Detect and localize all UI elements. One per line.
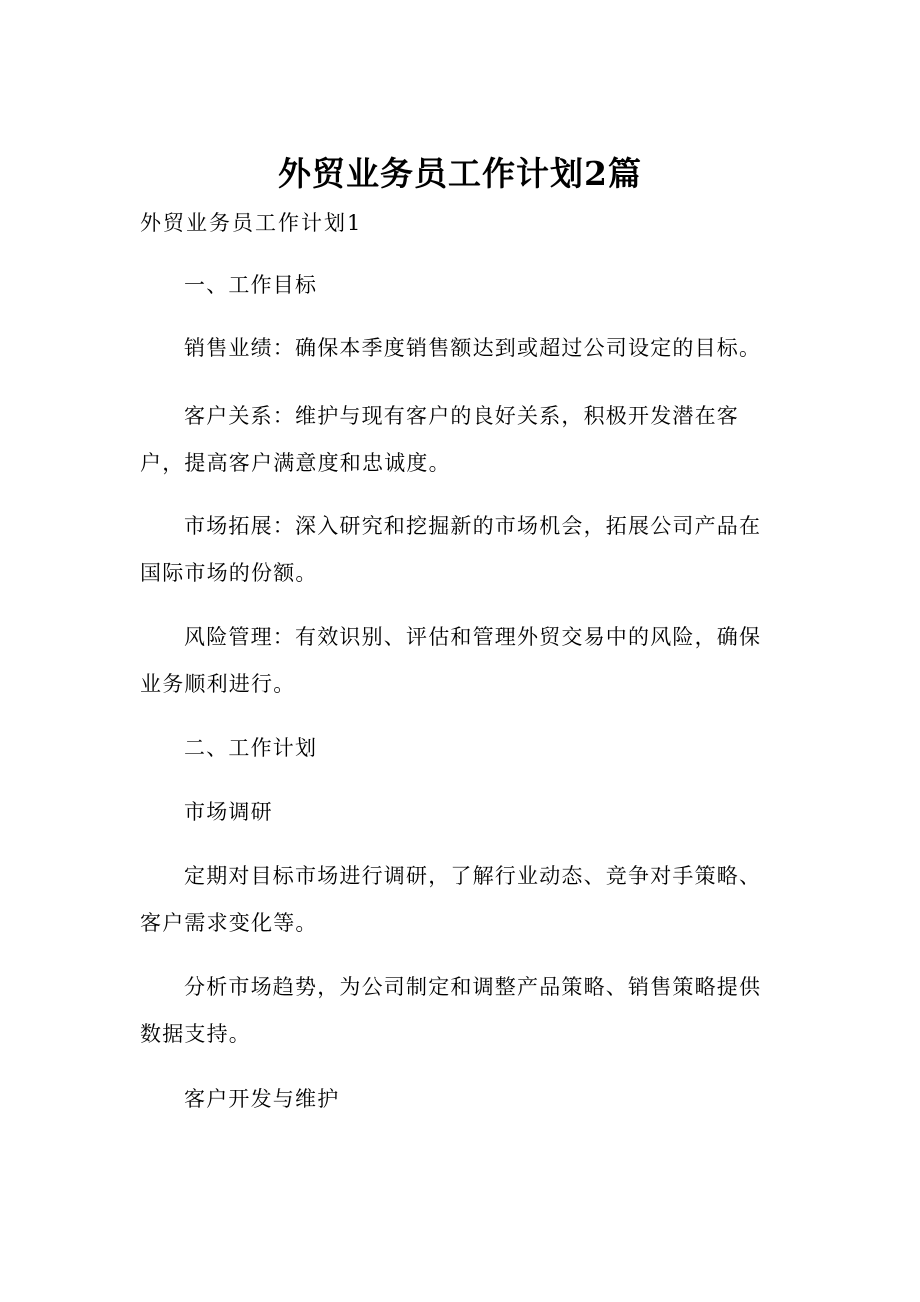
paragraph-market-expansion: 市场拓展：深入研究和挖掘新的市场机会，拓展公司产品在国际市场的份额。: [140, 514, 762, 585]
paragraph-sales-performance: 销售业绩：确保本季度销售额达到或超过公司设定的目标。: [184, 336, 762, 360]
paragraph-risk-management: 风险管理：有效识别、评估和管理外贸交易中的风险，确保业务顺利进行。: [140, 625, 762, 696]
document-subtitle: 外贸业务员工作计划1: [140, 211, 363, 235]
paragraph-customer-relations: 客户关系：维护与现有客户的良好关系，积极开发潜在客户，提高客户满意度和忠诚度。: [140, 404, 739, 475]
document-title: 外贸业务员工作计划2篇: [278, 154, 642, 193]
section-heading-goals: 一、工作目标: [184, 273, 318, 297]
paragraph-trend-analysis: 分析市场趋势，为公司制定和调整产品策略、销售策略提供数据支持。: [140, 975, 762, 1046]
subheading-market-research: 市场调研: [184, 800, 273, 824]
subheading-customer-development: 客户开发与维护: [184, 1087, 340, 1111]
section-heading-plan: 二、工作计划: [184, 736, 318, 760]
paragraph-research-details: 定期对目标市场进行调研，了解行业动态、竞争对手策略、客户需求变化等。: [140, 864, 762, 935]
